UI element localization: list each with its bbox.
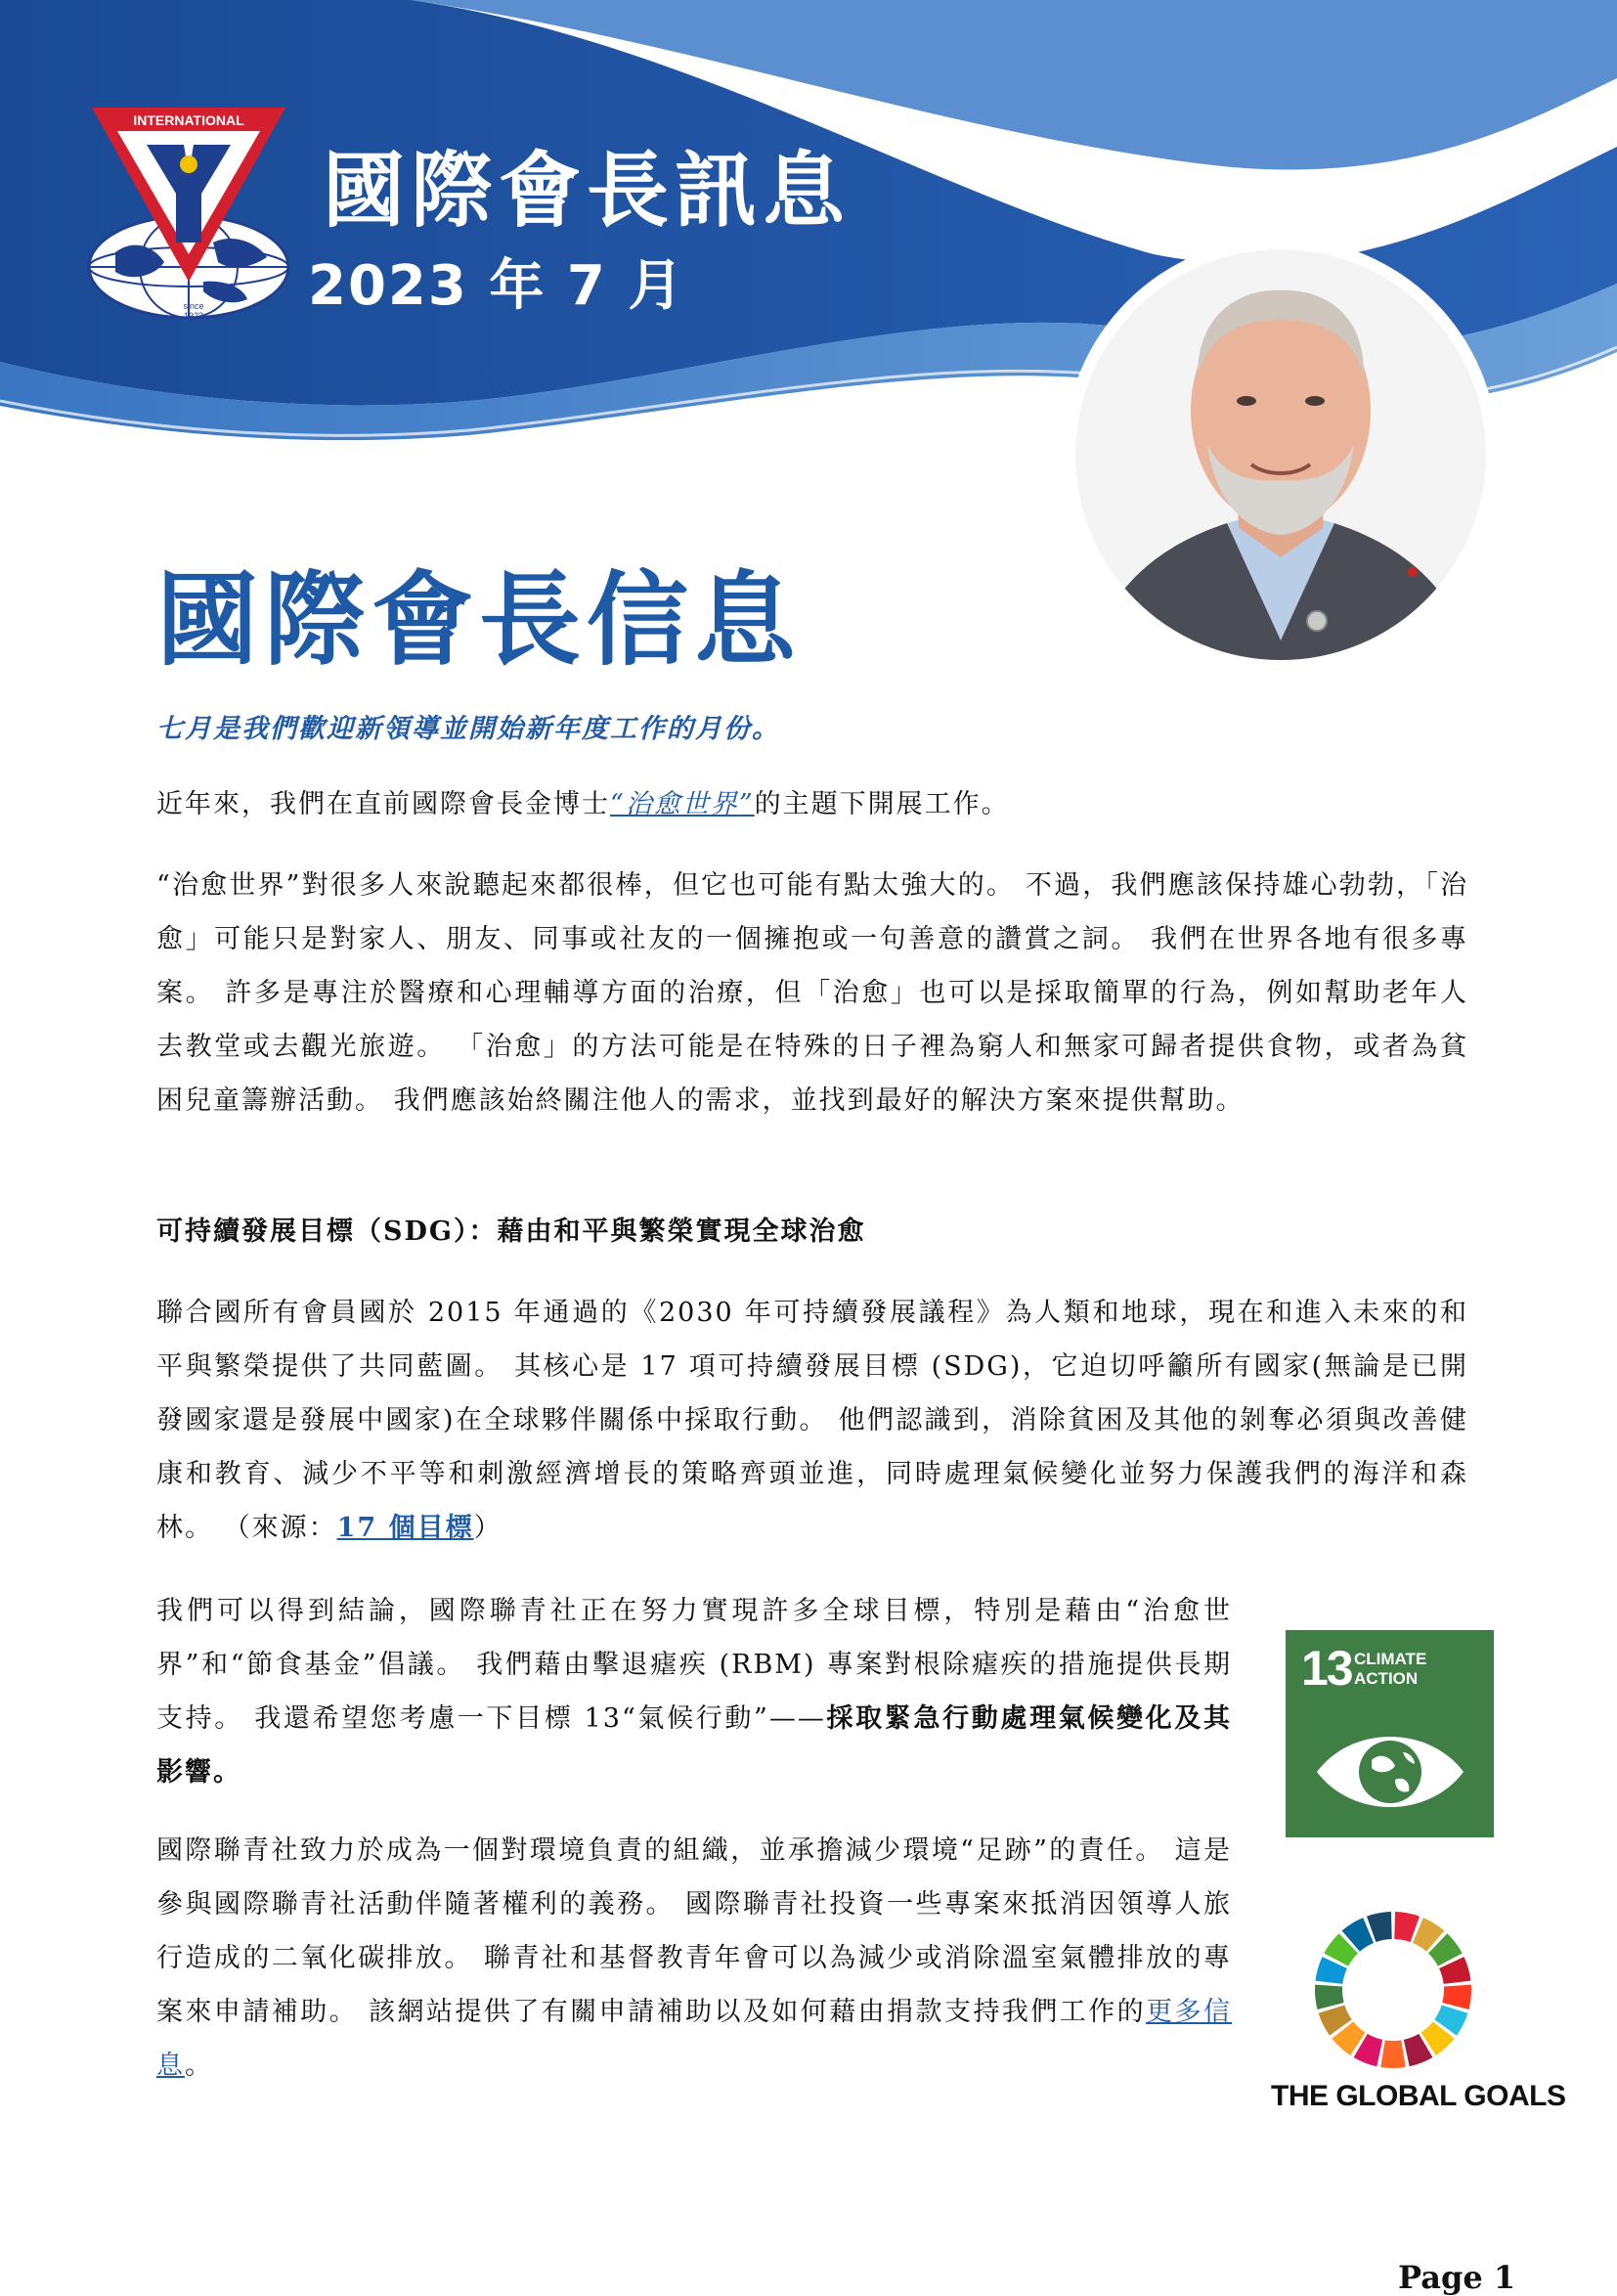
logo-since-text: since [183,301,204,311]
quote-open: “ [610,789,626,819]
paragraph-3 [156,1286,1468,1555]
heal-the-world-theme: 治愈世界 [625,789,739,819]
paragraph-2: “治愈世界”對很多人來說聽起來都很棒，但它也可能有點太強大的。 不過，我們應該保持雄心勃勃，「治愈」可能只是對家人、朋友、同事或社友的一個擁抱或一句善意的讚賞之詞。 我們在世界各地有很多專案。 許多是專注於醫療和心理輔導方面的治療，但「治愈」也可以是採取簡單的行為，例如幫助老年人去教堂或去觀光旅遊。 「治愈」的方法可能是在特殊的日子裡為窮人和無家可歸者提供食物，或者為貧困兒童籌辦活動。 我們應該始終關注他人的需求，並找到最好的解決方案來提供幫助。 [156,870,1468,1116]
climate-tile-number: 13 [1301,1641,1352,1696]
president-portrait [1061,230,1501,689]
logo-top-text: INTERNATIONAL [133,112,244,128]
source-close: ） [473,1513,503,1543]
source-open: （來源： [223,1513,337,1543]
climate-tile-label: CLIMATE ACTION [1354,1650,1427,1688]
intro-line: 七月是我們歡迎新領導並開始新年度工作的月份。 [156,714,780,744]
sdg-wheel-segment [1442,1985,1471,2009]
paragraph-1 [156,777,1525,831]
sdg-color-wheel-icon [1310,1907,1476,2073]
eye-globe-icon [1313,1723,1467,1821]
sdg-heading: 可持續發展目標（SDG）：藉由和平與繁榮實現全球治愈 [156,1216,866,1247]
header-title: 國際會長訊息 [323,143,852,239]
logo-year-text: 1922 [183,311,204,321]
header-date: 2023 年 7 月 [308,254,685,318]
page-title: 國際會長信息 [156,560,803,680]
quote-close: ” [738,789,755,819]
more-info-link[interactable]: 更多信息 [156,1997,1232,2081]
sdg-wheel-segment [1315,1985,1344,2009]
paragraph-1-tail: 的主題下開展工作。 [754,789,1010,819]
paragraph-4 [156,1584,1232,1799]
climate-action-tile [1286,1630,1494,1837]
17-goals-link[interactable]: 17 個目標 [336,1513,474,1543]
paragraph-4-emphasis: 採取緊急行動處理氣候變化及其影響。 [156,1703,1232,1788]
paragraph-4-text: 我們可以得到結論，國際聯青社正在努力實現許多全球目標，特別是藉由“治愈世界”和“節食基金”倡議。 我們藉由擊退瘧疾 (RBM) 專案對根除瘧疾的措施提供長期支持。 我還希望您考慮一下目標 13“氣候行動”—— [156,1596,1232,1734]
y-service-club-logo [86,106,291,326]
paragraph-5-text: 國際聯青社致力於成為一個對環境負責的組織，並承擔減少環境“足跡”的責任。 這是參與國際聯青社活動伴隨著權利的義務。 國際聯青社投資一些專案來抵消因領導人旅行造成的二氧化碳排放。 聯青社和基督教青年會可以為減少或消除溫室氣體排放的專案來申請補助。 該網站提供了有關申請補助以及如何藉由捐款支持我們工作的 [156,1835,1232,2027]
paragraph-3-text: 聯合國所有會員國於 2015 年通過的《2030 年可持續發展議程》為人類和地球，現在和進入未來的和平與繁榮提供了共同藍圖。 其核心是 17 項可持續發展目標 (SDG)，它迫切呼籲所有國家(無論是已開發國家還是發展中國家)在全球夥伴關係中採取行動。 他們認識到，消除貧困及其他的剝奪必須與改善健康和教育、減少不平等和刺激經濟增長的策略齊頭並進，同時處理氣候變化並努力保護我們的海洋和森林。 [156,1298,1468,1543]
paragraph-1-lead: 近年來，我們在直前國際會長金博士 [156,789,610,819]
page-number: Page 1 [1398,2259,1516,2296]
sdg-wheel-segment [1380,2040,1405,2068]
paragraph-5-end: 。 [185,2051,213,2081]
global-goals-label: THE GLOBAL GOALS [1271,2080,1566,2112]
paragraph-5 [156,1824,1232,2093]
